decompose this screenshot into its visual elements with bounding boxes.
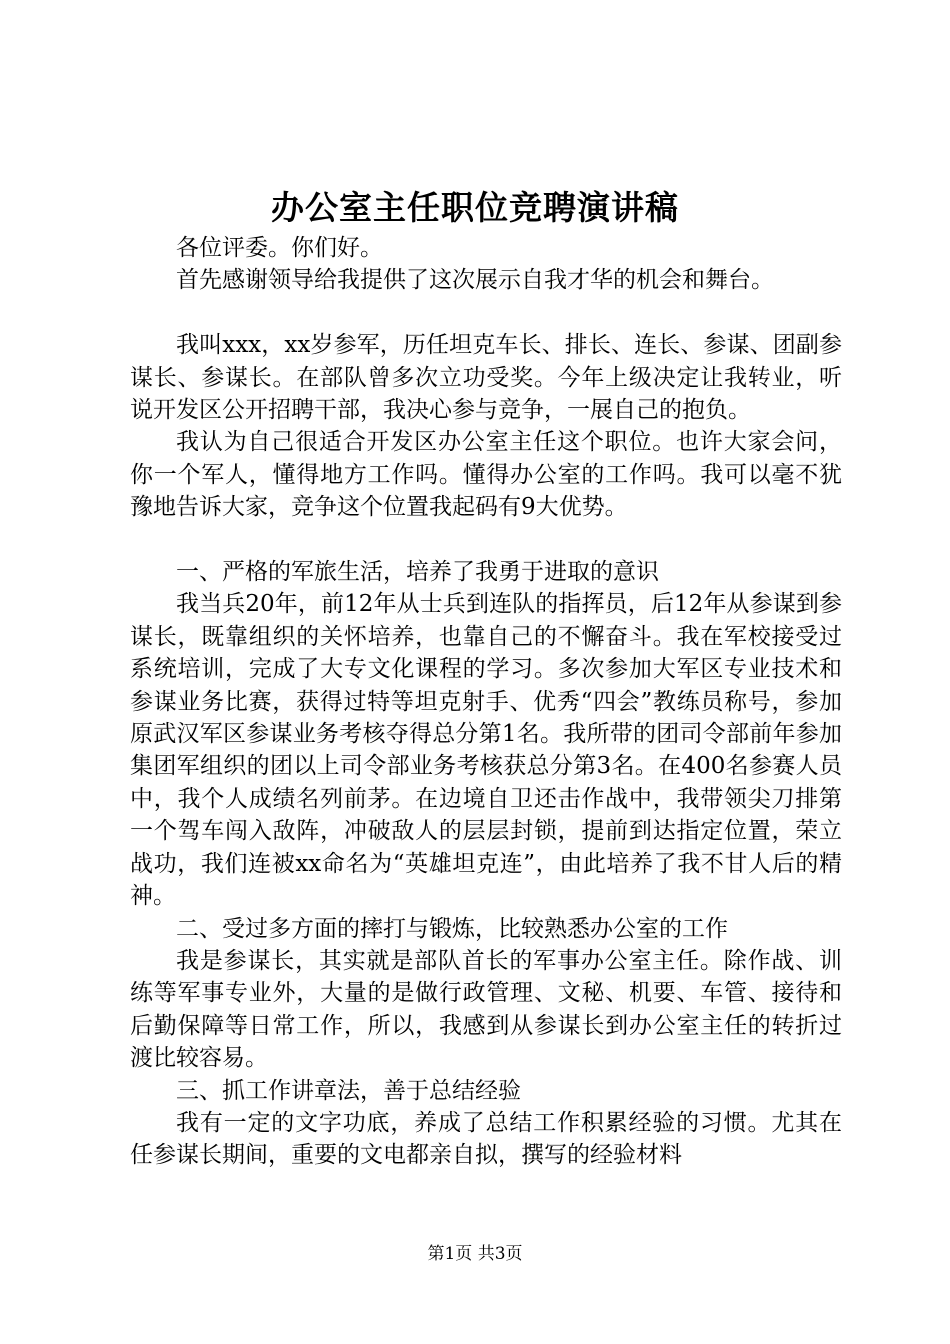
paragraph-office-experience: 我是参谋长，其实就是部队首长的军事办公室主任。除作战、训练等军事专业外，大量的是做行政管理、文秘、机要、车管、接待和后勤保障等日常工作，所以，我感到从参谋长到办公室主任的转折过渡比较容易。 (130, 947, 842, 1072)
paragraph-spacer (130, 524, 842, 556)
paragraph-military-experience: 我当兵20年，前12年从士兵到连队的指挥员，后12年从参谋到参谋长，既靠组织的关怀培养，也靠自己的不懈奋斗。我在军校接受过系统培训，完成了大专文化课程的学习。多次参加大军区专业技术和参谋业务比赛，获得过特等坦克射手、优秀“四会”教练员称号，参加原武汉军区参谋业务考核夺得总分第1名。我所带的团司令部前年参加集团军组织的团以上司令部业务考核获总分第3名。在400名参赛人员中，我个人成绩名列前茅。在边境自卫还击作战中，我带领尖刀排第一个驾车闯入敌阵，冲破敌人的层层封锁，提前到达指定位置，荣立战功，我们连被xx命名为“英雄坦克连”，由此培养了我不甘人后的精神。 (130, 591, 842, 910)
page-footer: 第1页 共3页 (427, 1244, 523, 1264)
document-body (130, 232, 842, 1172)
paragraph-thanks: 首先感谢领导给我提供了这次展示自我才华的机会和舞台。 (176, 267, 774, 294)
paragraph-spacer (130, 297, 842, 329)
document-title: 办公室主任职位竞聘演讲稿 (271, 188, 679, 227)
section-heading-1: 一、严格的军旅生活，培养了我勇于进取的意识 (176, 559, 659, 586)
section-heading-2: 二、受过多方面的摔打与锻炼，比较熟悉办公室的工作 (176, 915, 728, 942)
section-heading-3: 三、抓工作讲章法，善于总结经验 (176, 1077, 521, 1104)
paragraph-suitability: 我认为自己很适合开发区办公室主任这个职位。也许大家会问，你一个军人，懂得地方工作吗。懂得办公室的工作吗。我可以毫不犹豫地告诉大家，竞争这个位置我起码有9大优势。 (130, 429, 842, 521)
paragraph-greeting: 各位评委。你们好。 (176, 235, 383, 261)
paragraph-introduction: 我叫xxx，xx岁参军，历任坦克车长、排长、连长、参谋、团副参谋长、参谋长。在部队曾多次立功受奖。今年上级决定让我转业，听说开发区公开招聘干部，我决心参与竞争，一展自己的抱负。 (130, 332, 842, 424)
paragraph-writing-skills: 我有一定的文字功底，养成了总结工作积累经验的习惯。尤其在任参谋长期间，重要的文电都亲自拟，撰写的经验材料 (130, 1109, 842, 1169)
